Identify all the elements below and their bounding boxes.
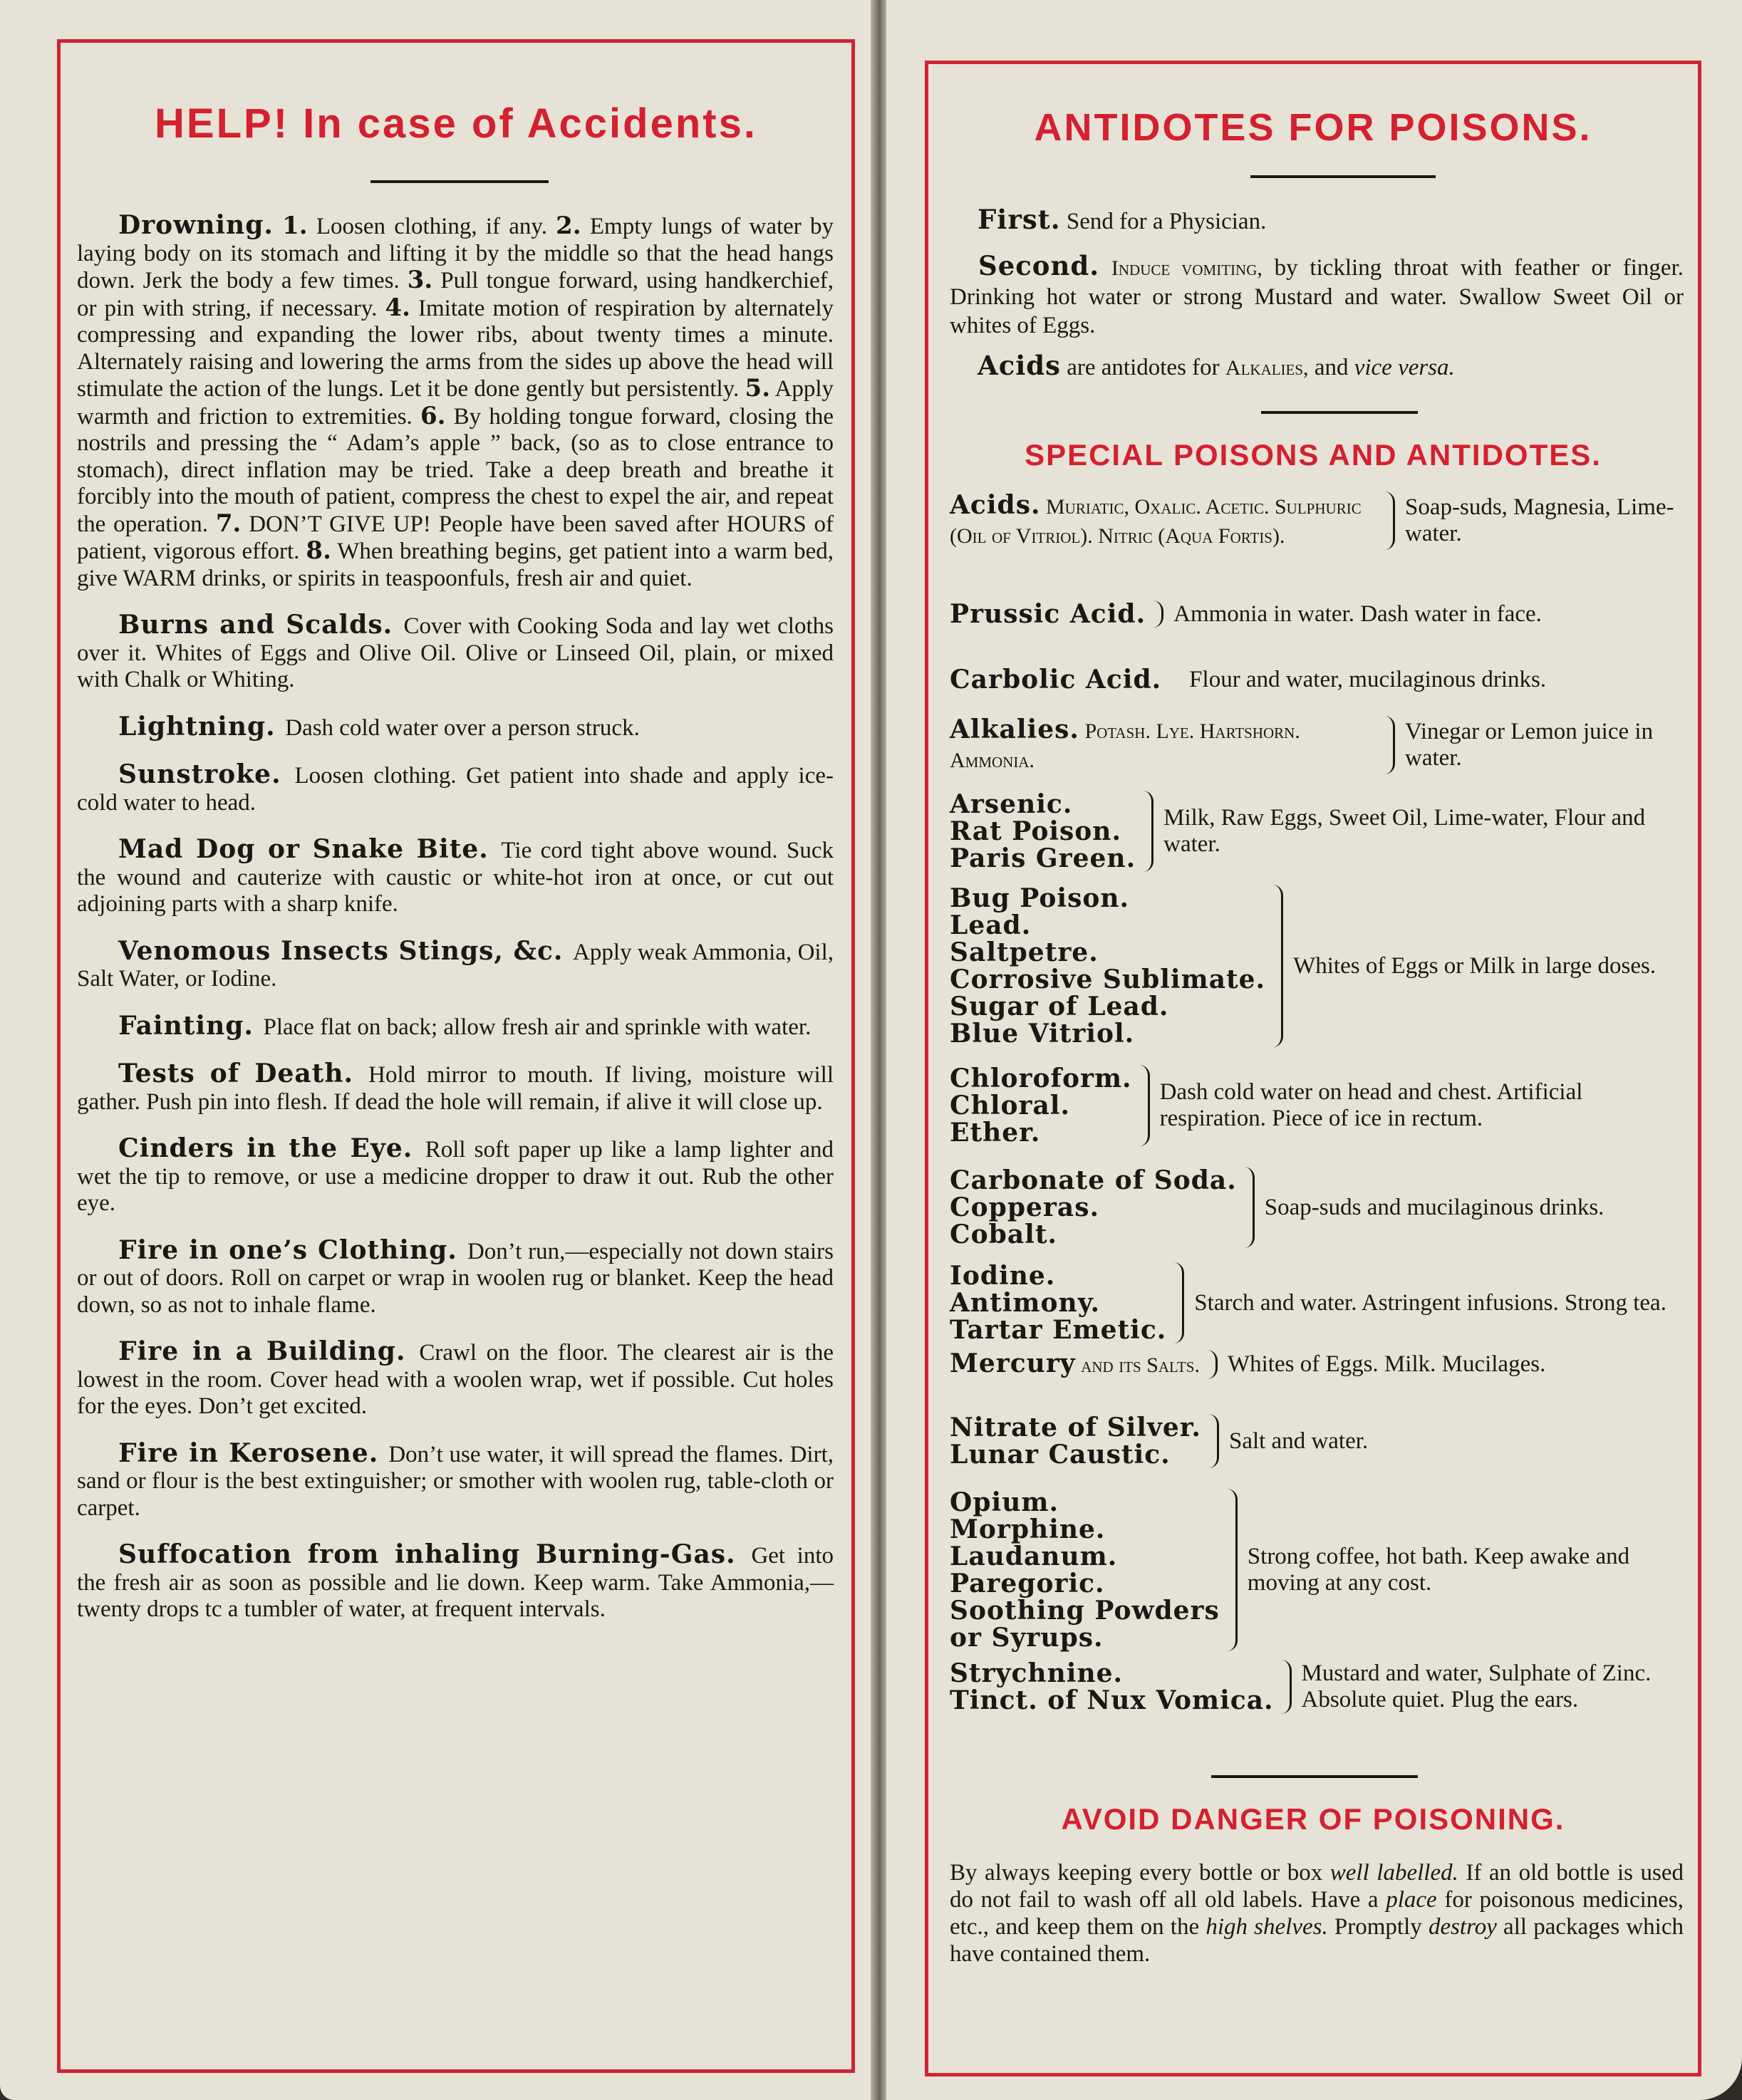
antidote-text: Starch and water. Astringent infusions. Strong tea. (1194, 1289, 1666, 1316)
poison-names: Acids. Muriatic, Oxalic. Acetic. Sulphuric (Oil of Vitriol). Nitric (Aqua Fortis). (950, 490, 1362, 548)
poison-names: Iodine. Antimony. Tartar Emetic. (950, 1261, 1167, 1345)
avoid-danger-text: By always keeping every bottle or box well labelled. If an old bottle is used do not fail to wash off all old labels. Have a place for poisonous medicines, etc., and keep them on the high shelves. Promptly destroy all packages which have contained them. (950, 1860, 1684, 1967)
poison-row (950, 791, 1687, 872)
step-text: By holding tongue forward, closing the nostrils and pressing the “ Adam’s apple ” back, (so as to close entrance to stomach), direct inflation may be tried. Take a deep breath and breathe it forcibly into the mouth of patient, compress the chest to expel the air, and repeat the operation. (77, 403, 834, 537)
entry-sunstroke (77, 761, 834, 816)
poison-row (950, 1350, 1687, 1379)
antidote-text: Vinegar or Lemon juice in water. (1405, 719, 1654, 771)
entry-fire-in-a-building (77, 1336, 834, 1420)
brace (1153, 601, 1163, 628)
entry-text: Cover with Cooking Soda and lay wet cloths over it. Whites of Eggs and Olive Oil. Olive or Linseed Oil, plain, or mixed with Chalk or Whiting. (77, 613, 834, 692)
poison-names: Nitrate of Silver. Lunar Caustic. (950, 1413, 1201, 1470)
brace (1143, 791, 1153, 872)
poison-names: Carbonate of Soda. Copperas. Cobalt. (950, 1165, 1237, 1249)
poison-names: Arsenic. Rat Poison. Paris Green. (950, 789, 1136, 873)
step-text: Imitate motion of respiration by alternately compressing and expanding the lower ribs, about twenty times a minute. Alternately raising and lowering the arms from the sides up above the head will stimulate the action of the lungs. Let it be done gently but persistently. (77, 295, 834, 402)
and-word: and (1308, 355, 1354, 380)
brace (1384, 492, 1395, 550)
poison-row (950, 1262, 1687, 1343)
entry-fainting (77, 1010, 834, 1041)
entry-suffocation-from-inhaling-burning-gas (77, 1539, 834, 1623)
entry-fire-in-one-s-clothing (77, 1234, 834, 1319)
special-poisons-title: SPECIAL POISONS AND ANTIDOTES. (1025, 438, 1602, 472)
antidote-text: Soap-suds, Magnesia, Lime-water. (1405, 494, 1674, 546)
entry-heading: Fainting. (118, 1010, 264, 1041)
poison-row (950, 1660, 1687, 1714)
step-number: 6. (420, 401, 446, 430)
first-step (978, 205, 1690, 236)
entry-tests-of-death (77, 1061, 834, 1116)
first-text: Send for a Physician. (1066, 209, 1267, 234)
poison-row (950, 1065, 1687, 1146)
alkalies-word: Alkalies, (1225, 356, 1309, 380)
brace (1244, 1167, 1255, 1248)
step-number: 7. (215, 509, 242, 538)
step-number: 8. (306, 536, 331, 565)
left-page-title: HELP! In case of Accidents. (155, 100, 757, 147)
antidote-text: Ammonia in water. Dash water in face. (1173, 601, 1542, 627)
antidote-text: Soap-suds and mucilaginous drinks. (1264, 1194, 1604, 1220)
first-label: First. (978, 204, 1061, 235)
brace (1227, 1489, 1238, 1651)
entry-heading: Suffocation from inhaling Burning-Gas. (118, 1539, 752, 1569)
brace (1281, 1660, 1292, 1714)
entry-text: Roll soft paper up like a lamp lighter and wet the tip to remove, or use a medicine dropper to draw it out. Rub the other eye. (77, 1137, 834, 1216)
antidote-text: Milk, Raw Eggs, Sweet Oil, Lime-water, Flour and water. (1163, 805, 1646, 857)
poison-subtypes: and its Salts. (1075, 1353, 1200, 1377)
step-number: 2. (556, 212, 581, 240)
entry-heading: Sunstroke. (118, 759, 295, 789)
left-title-rule (370, 180, 549, 183)
entry-text: Apply weak Ammonia, Oil, Salt Water, or Iodine. (77, 939, 834, 992)
emphasis: high shelves. (1206, 1914, 1328, 1940)
brace (1272, 885, 1283, 1047)
entry-text: Hold mirror to mouth. If living, moisture will gather. Push pin into flesh. If dead the hole will remain, if alive it will close up. (77, 1062, 834, 1115)
poison-row (950, 1414, 1687, 1468)
right-page-title: ANTIDOTES FOR POISONS. (1034, 106, 1592, 149)
entry-text: Dash cold water over a person struck. (285, 714, 640, 741)
brace (1139, 1065, 1150, 1146)
antidote-text: Mustard and water, Sulphate of Zinc. Absolute quiet. Plug the ears. (1301, 1660, 1652, 1712)
poison-row (950, 885, 1687, 1047)
poison-names: Prussic Acid. (950, 599, 1146, 629)
poison-names: Chloroform. Chloral. Ether. (950, 1064, 1132, 1148)
emphasis: place (1386, 1887, 1437, 1913)
poison-row (950, 492, 1687, 550)
acids-note (978, 351, 1690, 383)
antidote-text: Whites of Eggs or Milk in large doses. (1293, 952, 1657, 979)
emphasis: well labelled. (1329, 1860, 1458, 1886)
second-induce-vomiting: Induce vomiting, (1111, 256, 1263, 280)
entry-heading: Mad Dog or Snake Bite. (118, 834, 502, 864)
emphasis: destroy (1428, 1914, 1497, 1940)
entry-heading: Drowning. (118, 210, 274, 240)
step-number: 5. (745, 374, 771, 402)
step-text: Loosen clothing, if any. (307, 214, 556, 239)
entry-heading: Cinders in the Eye. (118, 1133, 425, 1163)
poison-names: Carbolic Acid. (950, 665, 1162, 695)
entry-text: Don’t run,—especially not down stairs or out of doors. Roll on carpet or wrap in woolen rug or blanket. Keep the head down, so as not to inhale flame. (77, 1238, 834, 1318)
step-number: 4. (385, 293, 410, 322)
poison-names: Strychnine. Tinct. of Nux Vomica. (950, 1658, 1274, 1715)
step-text: Pull tongue forward, using handkerchief, or pin with string, if necessary. (77, 268, 834, 321)
step-number: 3. (407, 266, 433, 294)
entry-burns-and-scalds (77, 612, 834, 694)
entry-lightning (77, 711, 834, 742)
poison-row (950, 601, 1687, 628)
poison-row (950, 1167, 1687, 1248)
step-number: 1. (282, 212, 308, 240)
poison-row (950, 716, 1687, 774)
step-text: Empty lungs of water by laying body on its stomach and lifting it by the middle so that the head hangs down. Jerk the body a few times. (77, 214, 834, 293)
entry-text: Crawl on the floor. The clearest air is the lowest in the room. Cover head with a woolen wrap, wet if possible. Cut holes for the eyes. Don’t get excited. (77, 1340, 834, 1419)
step-text: When breathing begins, get patient into a warm bed, give WARM drinks, or spirits in teaspoonfuls, fresh air and quiet. (77, 539, 834, 591)
step-text: Apply warmth and friction to extremities. (77, 376, 834, 430)
entry-heading: Lightning. (118, 711, 286, 742)
entry-text: Tie cord tight above wound. Suck the wound and cauterize with caustic or white-hot iron at once, or cut out adjoining parts with a sharp knife. (77, 838, 834, 917)
brace (1207, 1350, 1218, 1379)
entry-text: Loosen clothing. Get patient into shade and apply ice-cold water to head. (77, 763, 834, 816)
vice-versa: vice versa. (1354, 355, 1455, 380)
brace (1173, 1262, 1184, 1343)
entry-heading: Burns and Scalds. (118, 610, 404, 640)
right-title-rule (1250, 175, 1436, 178)
brace (1384, 716, 1395, 774)
entry-text: Get into the fresh air as soon as possible and lie down. Keep warm. Take Ammonia,—twenty drops tc a tumbler of water, at frequent intervals. (77, 1543, 834, 1622)
entry-heading: Tests of Death. (118, 1059, 369, 1088)
acids-text: are antidotes for (1061, 355, 1225, 380)
book-gutter (871, 0, 886, 2100)
entry-heading: Venomous Insects Stings, &c. (118, 935, 574, 966)
poison-names: Bug Poison. Lead. Saltpetre. Corrosive Sublimate. Sugar of Lead. Blue Vitriol. (950, 883, 1266, 1049)
second-text: by tickling throat with feather or finger. Drinking hot water or strong Mustard and water. Swallow Sweet Oil or whites of Eggs. (950, 255, 1684, 338)
entry-heading: Fire in Kerosene. (118, 1438, 389, 1468)
step-text: DON’T GIVE UP! People have been saved after HOURS of patient, vigorous effort. (77, 511, 834, 564)
antidote-text: Salt and water. (1228, 1428, 1369, 1454)
antidote-text: Whites of Eggs. Milk. Mucilages. (1227, 1351, 1546, 1377)
poison-names: Alkalies. Potash. Lye. Hartshorn. Ammonia. (950, 714, 1300, 772)
entry-heading: Fire in one’s Clothing. (118, 1234, 467, 1265)
poison-row (950, 666, 1687, 693)
poison-subtypes: Potash. Lye. Hartshorn. Ammonia. (950, 719, 1300, 772)
entry-mad-dog-or-snake-bite (77, 836, 834, 918)
accidents-list (77, 212, 834, 1643)
acids-label: Acids (978, 350, 1061, 381)
entry-heading: Fire in a Building. (118, 1336, 420, 1366)
brace (1208, 1414, 1219, 1468)
entry-drowning (77, 212, 834, 592)
entry-text: Don’t use water, it will spread the flames. Dirt, sand or flour is the best extinguisher; or smother with woolen rug, table-cloth or carpet. (77, 1441, 834, 1521)
antidote-text: Dash cold water on head and chest. Artificial respiration. Piece of ice in rectum. (1159, 1079, 1583, 1131)
entry-fire-in-kerosene (77, 1440, 834, 1522)
poison-names: Opium. Morphine. Laudanum. Paregoric. Soothing Powders or Syrups. (950, 1487, 1220, 1653)
poison-row (950, 1489, 1687, 1651)
entry-cinders-in-the-eye (77, 1135, 834, 1217)
poison-names: Mercury and its Salts. (950, 1348, 1200, 1378)
antidote-text: Strong coffee, hot bath. Keep awake and moving at any cost. (1247, 1544, 1630, 1596)
avoid-danger-title: AVOID DANGER OF POISONING. (1061, 1802, 1565, 1836)
entry-venomous-insects-stings-c (77, 935, 834, 993)
second-label: Second. (978, 250, 1100, 281)
entry-text: Place flat on back; allow fresh air and sprinkle with water. (263, 1014, 812, 1040)
antidote-text: Flour and water, mucilaginous drinks. (1189, 666, 1547, 692)
avoid-rule (1211, 1775, 1418, 1778)
second-step (950, 251, 1684, 340)
poison-subtypes: Muriatic, Oxalic. Acetic. Sulphuric (Oil of Vitriol). Nitric (Aqua Fortis). (950, 495, 1362, 548)
acids-rule (1261, 411, 1418, 414)
